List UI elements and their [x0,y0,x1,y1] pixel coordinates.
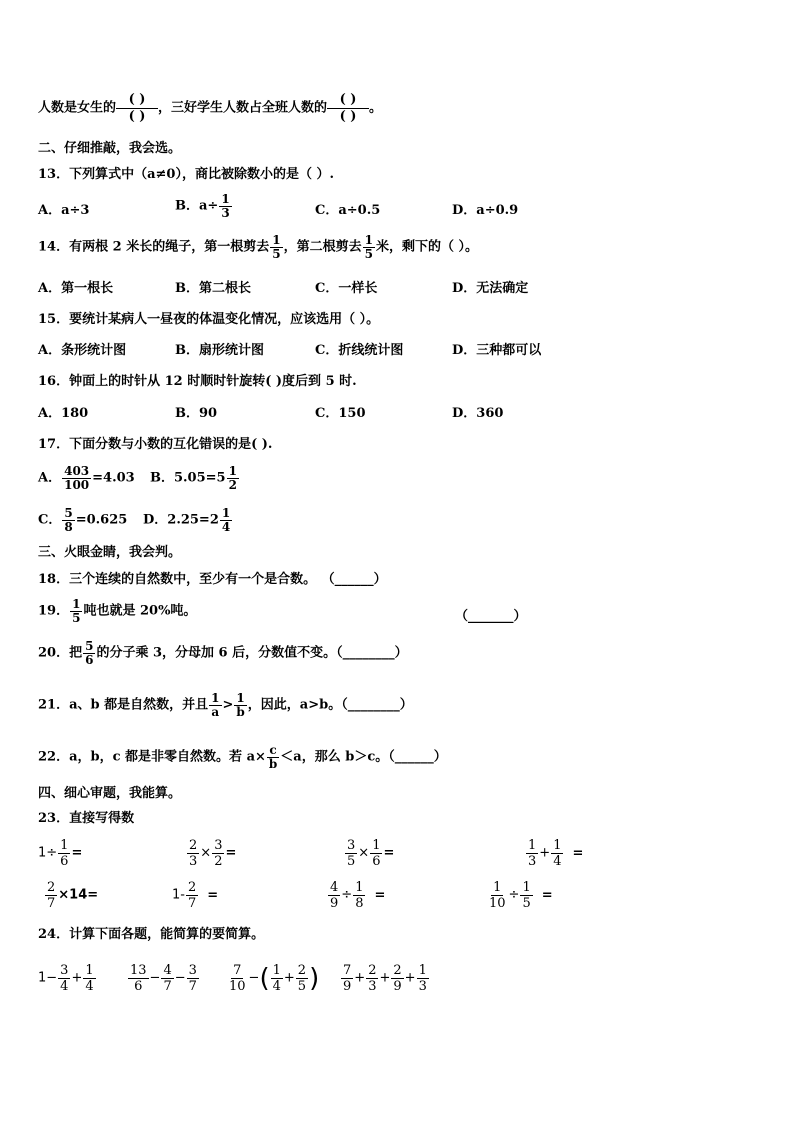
q17-option-c[interactable]: C． $\frac{5}{8}$ =0.625 [38,506,128,534]
q17-option-a[interactable]: A． $\frac{403}{100}$ =4.03 [38,464,135,492]
calc-item: $\frac{3}{5}$ × $\frac{1}{6}$ = [347,838,395,869]
question-21: 21．a、b 都是自然数，并且 $\frac{1}{a}$ > $\frac{1}{b}$ ，因此，a>b。（________） [38,691,413,719]
fraction: $\frac{2}{7}$ [187,880,197,911]
fraction: $\frac{1}{4}$ [553,838,562,869]
question-17-stem: 17．下面分数与小数的互化错误的是( ). [38,437,273,452]
answer-blank[interactable]: （______） [328,572,387,587]
fraction: $\frac{1}{8}$ [355,880,364,911]
fraction: $\frac{3}{7}$ [188,963,197,994]
calc-item: $\frac{1}{10}$ ÷ $\frac{1}{5}$ = [489,880,553,911]
expression-3: $\frac{7}{10}$ −( $\frac{1}{4}$ + $\frac{2}{5}$ ) [229,963,320,994]
calc-item: 1÷ $\frac{1}{6}$ = [38,838,83,869]
top-line [38,92,382,125]
q16-option-b[interactable]: B．90 [175,406,218,421]
top-line-suffix: 。 [369,100,383,116]
fraction: $\frac{4}{9}$ [330,880,339,911]
fraction: $\frac{1}{6}$ [372,838,381,869]
left-paren: ( [259,963,270,994]
fraction: $\frac{2}{7}$ [47,880,56,911]
q16-option-c[interactable]: C．150 [315,406,366,421]
question-23-title: 23．直接写得数 [38,811,135,826]
fraction: $\frac{5}{8}$ [64,506,73,534]
q17-option-b[interactable]: B．5.05=5 $\frac{1}{2}$ [150,464,237,492]
section-2-title: 二、仔细推敲，我会选。 [38,141,182,156]
fraction: $\frac{3}{5}$ [347,838,356,869]
fraction: $\frac{1}{3}$ [418,963,427,994]
fraction: $\frac{13}{6}$ [130,963,147,994]
q15-option-a[interactable]: A．条形统计图 [38,343,127,358]
fraction: $\frac{1}{4}$ [221,506,231,534]
answer-blank-fraction-2[interactable]: $\frac{( )}{( )}$ [327,92,369,125]
q13-option-a[interactable]: A．a÷3 [38,203,90,218]
question-24-title: 24．计算下面各题，能简算的要简算。 [38,927,265,942]
question-22: 22．a，b，c 都是非零自然数。若 a× $\frac{c}{b}$ ＜a，那么 b＞c。（______） [38,743,447,771]
right-paren: ) [309,963,320,994]
calc-item: $\frac{1}{3}$ + $\frac{1}{4}$ = [528,838,584,869]
question-20: 20．把 $\frac{5}{6}$ 的分子乘 3，分母加 6 后，分数值不变。（________） [38,639,408,667]
fraction: $\frac{1}{4}$ [85,963,94,994]
fraction: $\frac{5}{6}$ [85,639,94,667]
fraction: $\frac{403}{100}$ [64,464,90,492]
fraction: $\frac{2}{9}$ [393,963,402,994]
fraction: $\frac{1}{5}$ [272,233,281,261]
fraction: $\frac{1}{5}$ [364,233,373,261]
calc-item: 1- $\frac{2}{7}$ = [172,880,219,911]
fraction: $\frac{7}{9}$ [343,963,352,994]
fraction: $\frac{4}{7}$ [163,963,172,994]
fraction: $\frac{1}{a}$ [211,691,220,719]
q14-option-b[interactable]: B．第二根长 [175,281,251,296]
question-19: 19． $\frac{1}{5}$ 吨也就是 20%吨。 [38,597,197,625]
fraction: $\frac{1}{2}$ [228,464,237,492]
calc-item: $\frac{4}{9}$ ÷ $\frac{1}{8}$ = [330,880,386,911]
expression-2: $\frac{13}{6}$ − $\frac{4}{7}$ − $\frac{3}{7}$ [130,963,197,994]
q14-option-d[interactable]: D．无法确定 [452,281,529,296]
expression-4: $\frac{7}{9}$ + $\frac{2}{3}$ + $\frac{2}{9}$ + $\frac{1}{3}$ [343,963,427,994]
fraction: $\frac{1}{5}$ [72,597,81,625]
top-line-middle: ，三好学生人数占全班人数的 [158,100,328,116]
fraction: $\frac{3}{2}$ [214,838,223,869]
q16-option-a[interactable]: A．180 [38,406,89,421]
fraction: $\frac{1}{b}$ [236,691,245,719]
q15-option-c[interactable]: C．折线统计图 [315,343,404,358]
fraction: $\frac{2}{3}$ [368,963,377,994]
q13-option-b[interactable]: B．a÷ $\frac{1}{3}$ [175,192,230,220]
q19-answer-blank[interactable]: （_______） [455,609,527,624]
question-14-stem: 14．有两根 2 米长的绳子，第一根剪去 $\frac{1}{5}$ ，第二根剪去 $\frac{1}{5}$ 米，剩下的（ ）。 [38,233,478,261]
q13-option-d[interactable]: D．a÷0.9 [452,203,519,218]
calc-item: $\frac{2}{7}$ ×14= [47,880,99,911]
q13-option-c[interactable]: C．a÷0.5 [315,203,381,218]
expression-1: 1− $\frac{3}{4}$ + $\frac{1}{4}$ [38,963,94,994]
fraction: $\frac{3}{4}$ [60,963,69,994]
q14-option-c[interactable]: C．一样长 [315,281,378,296]
fraction: $\frac{1}{3}$ [528,838,537,869]
fraction: $\frac{1}{6}$ [60,838,69,869]
question-15-stem: 15．要统计某病人一昼夜的体温变化情况，应该选用（ ）。 [38,312,380,327]
q15-option-b[interactable]: B．扇形统计图 [175,343,264,358]
q14-option-a[interactable]: A．第一根长 [38,281,114,296]
fraction: $\frac{1}{3}$ [221,192,230,220]
fraction: $\frac{2}{3}$ [189,838,198,869]
question-18: 18．三个连续的自然数中，至少有一个是合数。 （______） [38,572,387,587]
question-13-stem: 13．下列算式中（a≠0），商比被除数小的是（ ）. [38,167,335,182]
top-line-prefix: 人数是女生的 [38,100,117,116]
q17-option-d[interactable]: D．2.25=2 $\frac{1}{4}$ [143,506,231,534]
fraction: $\frac{1}{4}$ [272,963,281,994]
fraction: $\frac{c}{b}$ [268,743,278,771]
question-16-stem: 16．钟面上的时针从 12 时顺时针旋转( )度后到 5 时. [38,374,357,389]
section-4-title: 四、细心审题，我能算。 [38,786,182,801]
fraction: $\frac{1}{5}$ [522,880,531,911]
fraction: $\frac{2}{5}$ [297,963,307,994]
calc-item: $\frac{2}{3}$ × $\frac{3}{2}$ = [189,838,237,869]
section-3-title: 三、火眼金睛，我会判。 [38,545,182,560]
q15-option-d[interactable]: D．三种都可以 [452,343,542,358]
answer-blank-fraction-1[interactable]: $\frac{( )}{( )}$ [116,92,158,125]
q16-option-d[interactable]: D．360 [452,406,504,421]
fraction: $\frac{7}{10}$ [229,963,246,994]
fraction: $\frac{1}{10}$ [489,880,506,911]
